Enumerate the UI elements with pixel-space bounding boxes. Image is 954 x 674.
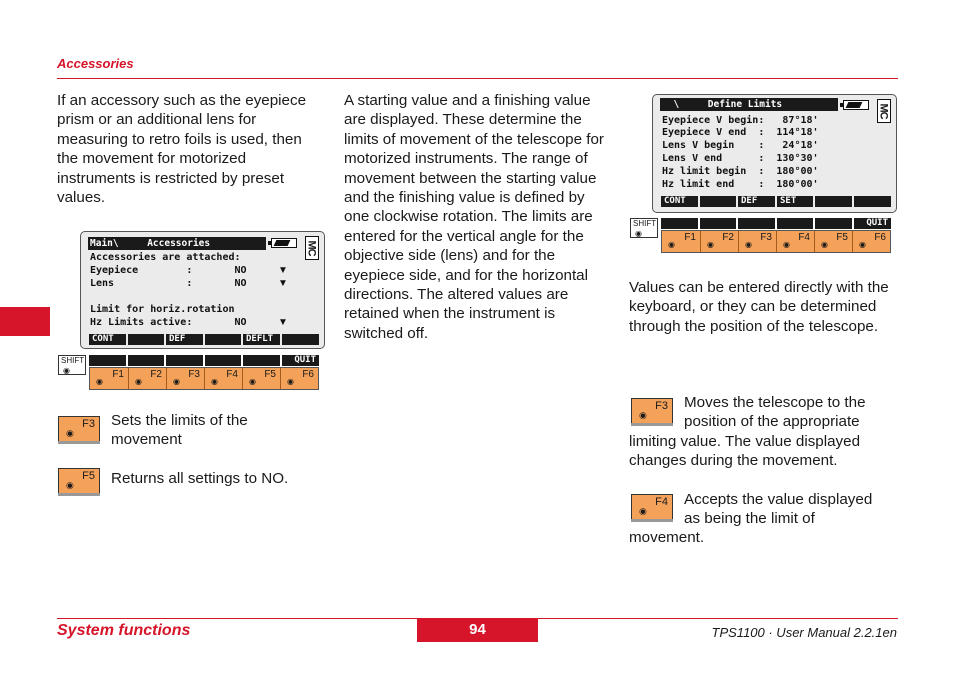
led-dot-icon: ◉ [745,240,752,249]
accessories-display-screen [80,231,325,349]
softkey-empty[interactable] [128,334,164,345]
screen-line: Eyepiece V begin: 87°18' [662,115,819,126]
f6-key[interactable]: F6 ◉ [853,231,890,252]
battery-icon [271,238,297,248]
softkey-def[interactable]: DEF [166,334,203,345]
shift-label: SHIFT [61,356,85,365]
screen-line: Lens : NO [90,278,247,289]
softkey-empty[interactable] [205,334,241,345]
led-dot-icon: ◉ [783,240,790,249]
screen-line: Accessories are attached: [90,252,241,263]
f1-key[interactable]: F1 ◉ [662,231,701,252]
f4-accept-description-rest: movement. [629,529,705,546]
f6-key[interactable]: F6 ◉ [281,368,318,389]
led-dot-icon: ◉ [287,377,294,386]
softkey-deflt[interactable]: DEFLT [243,334,280,345]
f3-key-icon: F3 ◉ [631,398,673,424]
softkey-def[interactable]: DEF [738,196,775,207]
dropdown-arrow-icon[interactable]: ▼ [278,278,288,289]
softkey-row [89,334,319,345]
f3-move-description-line1: Moves the telescope to the [684,394,866,411]
led-dot-icon: ◉ [96,377,103,386]
f3-key-icon: F3 ◉ [58,416,100,442]
quit-label: QUIT [854,218,891,229]
led-dot-icon: ◉ [707,240,714,249]
key-function-bar [89,355,319,366]
f5-key[interactable]: F5 ◉ [243,368,281,389]
f3-key[interactable]: F3 ◉ [739,231,777,252]
led-dot-icon: ◉ [668,240,675,249]
screen-line: Limit for horiz.rotation [90,304,235,315]
softkey-empty[interactable] [282,334,319,345]
page-number: 94 [417,619,538,642]
f5-key-icon: F5 ◉ [58,468,100,494]
softkey-empty[interactable] [854,196,891,207]
mc-label: MC [878,103,891,119]
softkey-row [661,196,891,207]
limits-paragraph: A starting value and a finishing value are displayed. These determine the limits of movement of the telescope for motorized instruments. The range of movement between the starting value and the finishing value is defined by one clockwise rotation. The limits are entered for the vertical angle for the objective side (lens) and for the eyepiece side, and for the horizontal directions. The altered values are retained when the instrument is switched off. [344,92,604,342]
softkey-set[interactable]: SET [777,196,813,207]
led-dot-icon: ◉ [639,410,647,420]
entry-paragraph: Values can be entered directly with the keyboard, or they can be determined through the position of the telescope. [629,279,889,335]
led-dot-icon: ◉ [66,480,74,490]
f4-key[interactable]: F4 ◉ [777,231,815,252]
softkey-cont[interactable]: CONT [89,334,126,345]
led-dot-icon: ◉ [173,377,180,386]
led-dot-icon: ◉ [249,377,256,386]
f3-move-description-rest: limiting value. The value displayed changes during the movement. [629,433,861,470]
screen-line: Lens V begin : 24°18' [662,140,819,151]
shift-key[interactable] [58,355,86,375]
led-dot-icon: ◉ [859,240,866,249]
define-limits-display-screen [652,94,897,213]
f5-description: Returns all settings to NO. [111,470,289,487]
f5-key[interactable]: F5 ◉ [815,231,853,252]
f3-description: Sets the limits of the movement [111,412,248,449]
led-dot-icon: ◉ [135,377,142,386]
chapter-name: System functions [57,622,191,639]
mc-mode-icon [305,236,319,260]
shift-label: SHIFT [633,219,657,228]
mc-mode-icon [877,99,891,123]
softkey-empty[interactable] [815,196,852,207]
f4-accept-description-line2: as being the limit of [684,510,815,527]
battery-icon [843,100,869,110]
f4-key[interactable]: F4 ◉ [205,368,243,389]
led-dot-icon: ◉ [63,366,70,375]
dropdown-arrow-icon[interactable]: ▼ [278,317,288,328]
screen-line: Lens V end : 130°30' [662,153,819,164]
f4-key-icon: F4 ◉ [631,494,673,520]
f2-key[interactable]: F2 ◉ [701,231,739,252]
section-title: Accessories [57,56,134,71]
led-dot-icon: ◉ [639,506,647,516]
led-dot-icon: ◉ [211,377,218,386]
screen-title-bar: \ Define Limits [660,98,838,111]
manual-title: TPS1100 · User Manual 2.2.1en [711,625,897,640]
f3-key[interactable]: F3 ◉ [167,368,205,389]
dropdown-arrow-icon[interactable]: ▼ [278,265,288,276]
quit-label: QUIT [282,355,319,366]
f1-key[interactable]: F1 ◉ [90,368,129,389]
led-dot-icon: ◉ [66,428,74,438]
softkey-empty[interactable] [700,196,736,207]
shift-key[interactable] [630,218,658,238]
fkey-row [89,367,319,390]
screen-title-bar: Main\ Accessories [88,237,266,250]
screen-line: Eyepiece V end : 114°18' [662,127,819,138]
led-dot-icon: ◉ [635,229,642,238]
key-function-bar [661,218,891,229]
screen-line: Hz limit begin : 180°00' [662,166,819,177]
f2-key[interactable]: F2 ◉ [129,368,167,389]
fkey-row [661,230,891,253]
chapter-tab-marker [0,307,50,336]
intro-paragraph: If an accessory such as the eyepiece prism or an additional lens for measuring to retro foils is used, then the movement for motorized instruments is restricted by preset values. [57,92,307,207]
led-dot-icon: ◉ [821,240,828,249]
header-divider [57,78,898,79]
screen-line: Hz limit end : 180°00' [662,179,819,190]
f3-move-description-line2: position of the appropriate [684,413,860,430]
screen-line: Eyepiece : NO [90,265,247,276]
screen-line: Hz Limits active: NO [90,317,247,328]
mc-label: MC [306,240,319,256]
f4-accept-description-line1: Accepts the value displayed [684,491,873,508]
softkey-cont[interactable]: CONT [661,196,698,207]
